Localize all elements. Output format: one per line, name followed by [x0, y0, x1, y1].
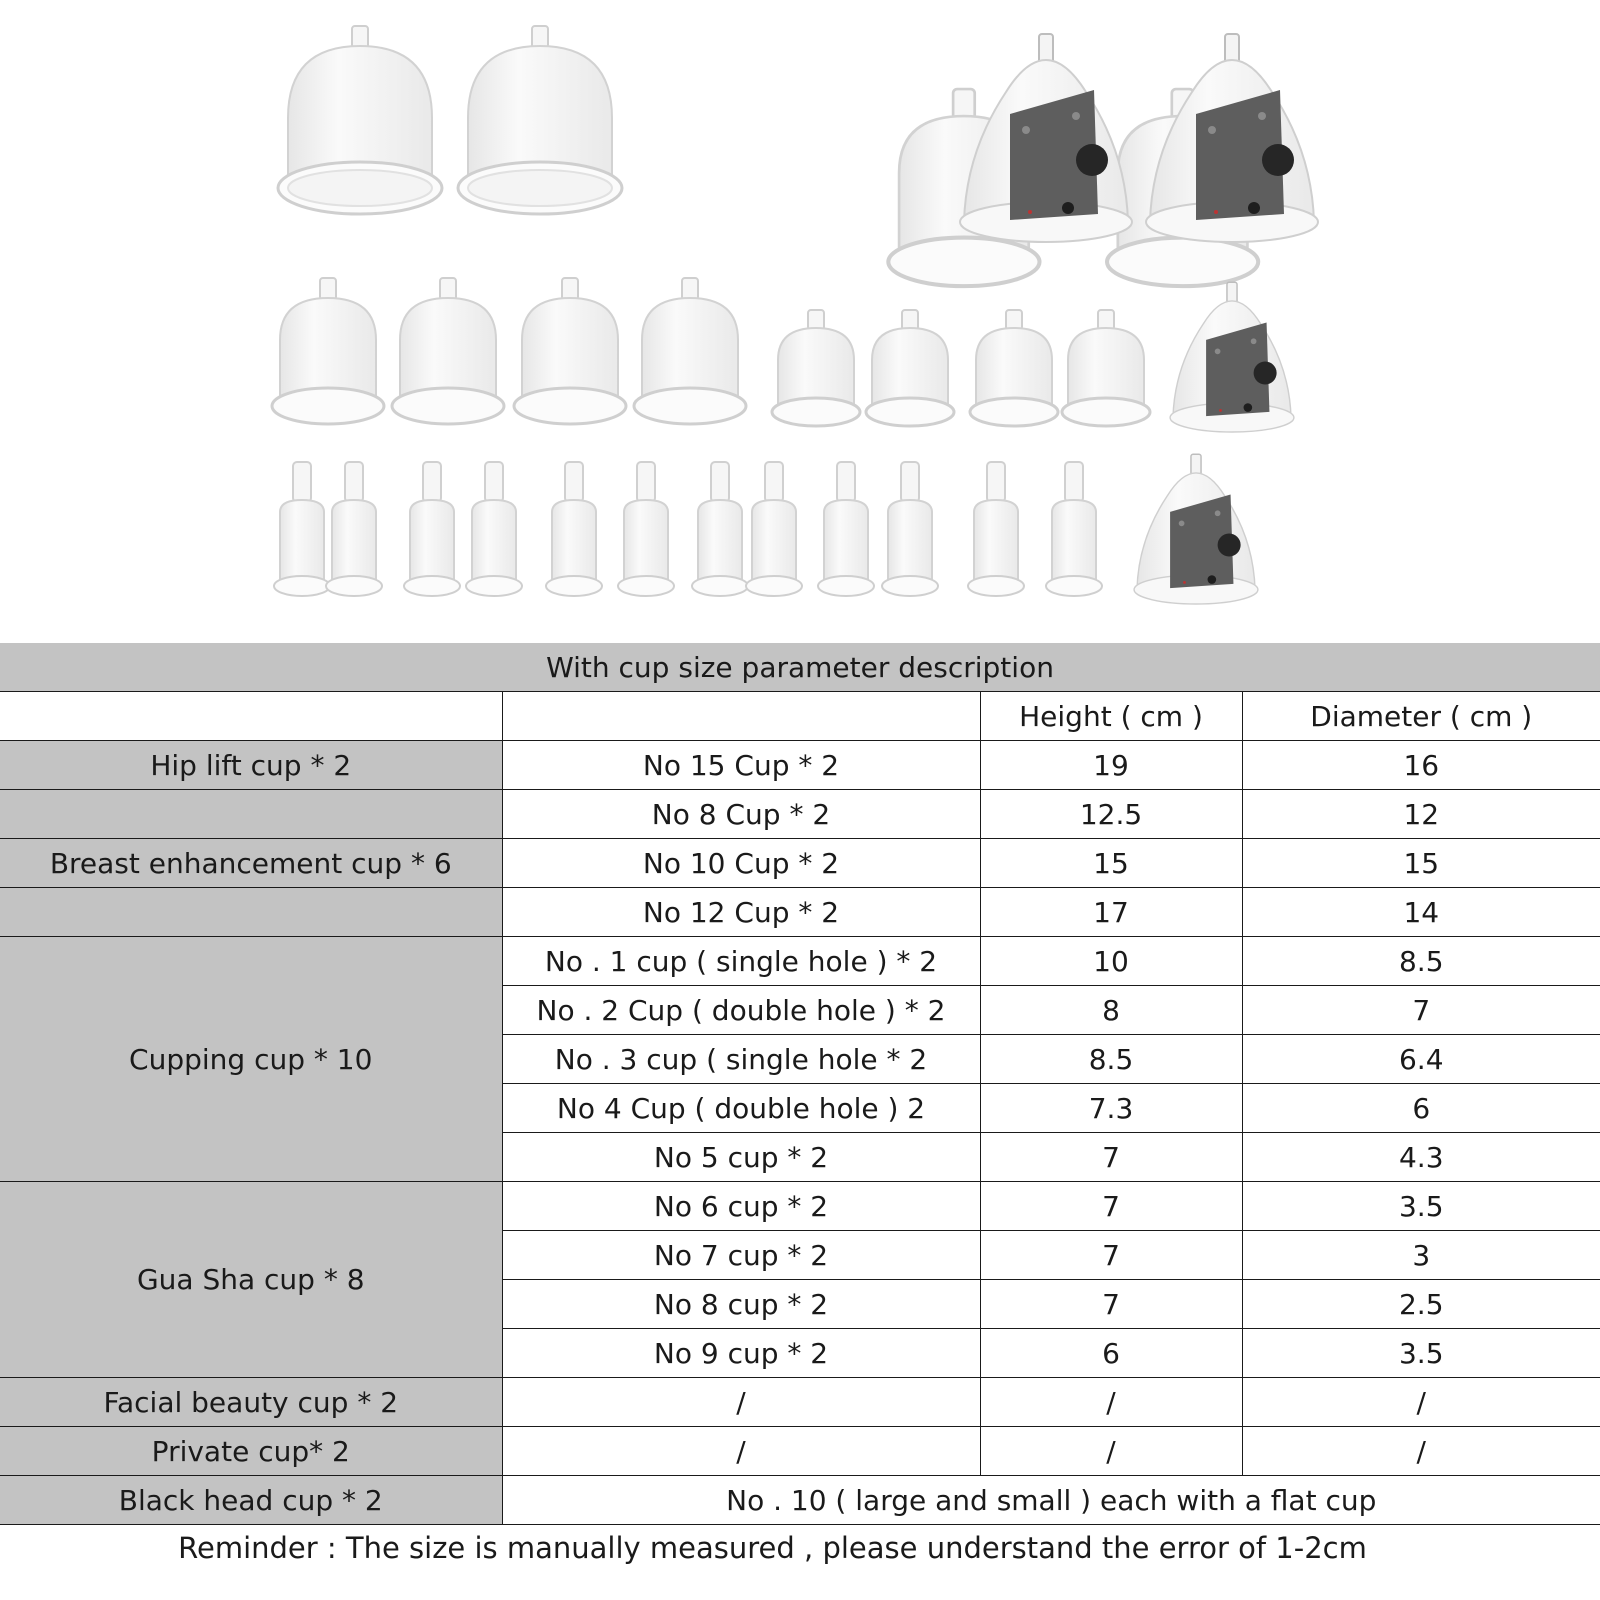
- blackhead-description: No . 10 ( large and small ) each with a flat cup: [502, 1476, 1600, 1525]
- diameter-cell: 16: [1242, 741, 1600, 790]
- diameter-cell: 3: [1242, 1231, 1600, 1280]
- header-row: [0, 692, 1600, 741]
- height-cell: 8: [980, 986, 1242, 1035]
- height-cell: 6: [980, 1329, 1242, 1378]
- cupping-cup-image: [772, 310, 860, 426]
- height-cell: 19: [980, 741, 1242, 790]
- item-cell: No 10 Cup * 2: [502, 839, 980, 888]
- height-cell: 8.5: [980, 1035, 1242, 1084]
- item-cell: No 7 cup * 2: [502, 1231, 980, 1280]
- height-cell: 7: [980, 1133, 1242, 1182]
- gua-sha-cup-image: [746, 462, 802, 596]
- item-cell: No 9 cup * 2: [502, 1329, 980, 1378]
- cupping-cup-image: [970, 310, 1058, 426]
- item-cell: No 5 cup * 2: [502, 1133, 980, 1182]
- gua-sha-cup-image: [818, 462, 874, 596]
- diameter-cell: 15: [1242, 839, 1600, 888]
- facial-pump-cup-image: [1170, 282, 1294, 432]
- group-cell: [0, 790, 502, 839]
- group-cell: [0, 888, 502, 937]
- gua-sha-cup-image: [692, 462, 748, 596]
- header-group: [0, 692, 502, 741]
- item-cell: No 12 Cup * 2: [502, 888, 980, 937]
- diameter-cell: 4.3: [1242, 1133, 1600, 1182]
- gua-sha-cup-image: [1046, 462, 1102, 596]
- height-cell: 17: [980, 888, 1242, 937]
- reminder-note: Reminder : The size is manually measured , please understand the error of 1-2cm: [178, 1531, 1367, 1565]
- diameter-cell: 6: [1242, 1084, 1600, 1133]
- gua-sha-cup-image: [404, 462, 460, 596]
- cupping-cup-image: [634, 278, 746, 424]
- gua-sha-cup-image: [618, 462, 674, 596]
- group-cell: Facial beauty cup * 2: [0, 1378, 502, 1427]
- cupping-cup-image: [392, 278, 504, 424]
- gua-sha-cup-image: [274, 462, 330, 596]
- cupping-cup-image: [1062, 310, 1150, 426]
- group-cell: Private cup* 2: [0, 1427, 502, 1476]
- hip-lift-cup-image: [278, 26, 442, 214]
- gua-sha-cup-image: [326, 462, 382, 596]
- group-cell: Black head cup * 2: [0, 1476, 502, 1525]
- diameter-cell: 12: [1242, 790, 1600, 839]
- item-cell: No 4 Cup ( double hole ) 2: [502, 1084, 980, 1133]
- header-height: Height ( cm ): [980, 692, 1242, 741]
- group-cell: Breast enhancement cup * 6: [0, 839, 502, 888]
- header-item: [502, 692, 980, 741]
- table-row: [0, 741, 1600, 790]
- item-cell: No 8 Cup * 2: [502, 790, 980, 839]
- breast-pump-cup-image: [1146, 34, 1318, 242]
- table-row: [0, 937, 1600, 986]
- table-row: [0, 888, 1600, 937]
- height-cell: 15: [980, 839, 1242, 888]
- item-cell: /: [502, 1378, 980, 1427]
- height-cell: /: [980, 1427, 1242, 1476]
- diameter-cell: 3.5: [1242, 1329, 1600, 1378]
- item-cell: No . 2 Cup ( double hole ) * 2: [502, 986, 980, 1035]
- group-cell: Hip lift cup * 2: [0, 741, 502, 790]
- cup-size-table: [0, 643, 1600, 1525]
- item-cell: No 6 cup * 2: [502, 1182, 980, 1231]
- gua-sha-cup-image: [968, 462, 1024, 596]
- table-row: [0, 839, 1600, 888]
- hip-lift-cup-image: [458, 26, 622, 214]
- cupping-cup-image: [514, 278, 626, 424]
- height-cell: 10: [980, 937, 1242, 986]
- item-cell: No 8 cup * 2: [502, 1280, 980, 1329]
- header-diameter: Diameter ( cm ): [1242, 692, 1600, 741]
- group-cell: Cupping cup * 10: [0, 937, 502, 1182]
- product-photo: [0, 0, 1600, 640]
- height-cell: 7.3: [980, 1084, 1242, 1133]
- gua-sha-cup-image: [546, 462, 602, 596]
- height-cell: 7: [980, 1182, 1242, 1231]
- cupping-cup-image: [866, 310, 954, 426]
- diameter-cell: /: [1242, 1427, 1600, 1476]
- height-cell: 12.5: [980, 790, 1242, 839]
- diameter-cell: 6.4: [1242, 1035, 1600, 1084]
- table-row: [0, 1427, 1600, 1476]
- table-row: [0, 790, 1600, 839]
- table-title: With cup size parameter description: [0, 643, 1600, 692]
- diameter-cell: 7: [1242, 986, 1600, 1035]
- item-cell: /: [502, 1427, 980, 1476]
- group-cell: Gua Sha cup * 8: [0, 1182, 502, 1378]
- diameter-cell: /: [1242, 1378, 1600, 1427]
- item-cell: No 15 Cup * 2: [502, 741, 980, 790]
- diameter-cell: 2.5: [1242, 1280, 1600, 1329]
- diameter-cell: 3.5: [1242, 1182, 1600, 1231]
- private-pump-cup-image: [1134, 454, 1258, 604]
- table-row: [0, 1182, 1600, 1231]
- cupping-cup-image: [272, 278, 384, 424]
- diameter-cell: 14: [1242, 888, 1600, 937]
- gua-sha-cup-image: [466, 462, 522, 596]
- diameter-cell: 8.5: [1242, 937, 1600, 986]
- breast-pump-cup-image: [960, 34, 1132, 242]
- item-cell: No . 1 cup ( single hole ) * 2: [502, 937, 980, 986]
- height-cell: 7: [980, 1280, 1242, 1329]
- table-row: [0, 1476, 1600, 1525]
- table-row: [0, 1378, 1600, 1427]
- height-cell: 7: [980, 1231, 1242, 1280]
- gua-sha-cup-image: [882, 462, 938, 596]
- height-cell: /: [980, 1378, 1242, 1427]
- item-cell: No . 3 cup ( single hole * 2: [502, 1035, 980, 1084]
